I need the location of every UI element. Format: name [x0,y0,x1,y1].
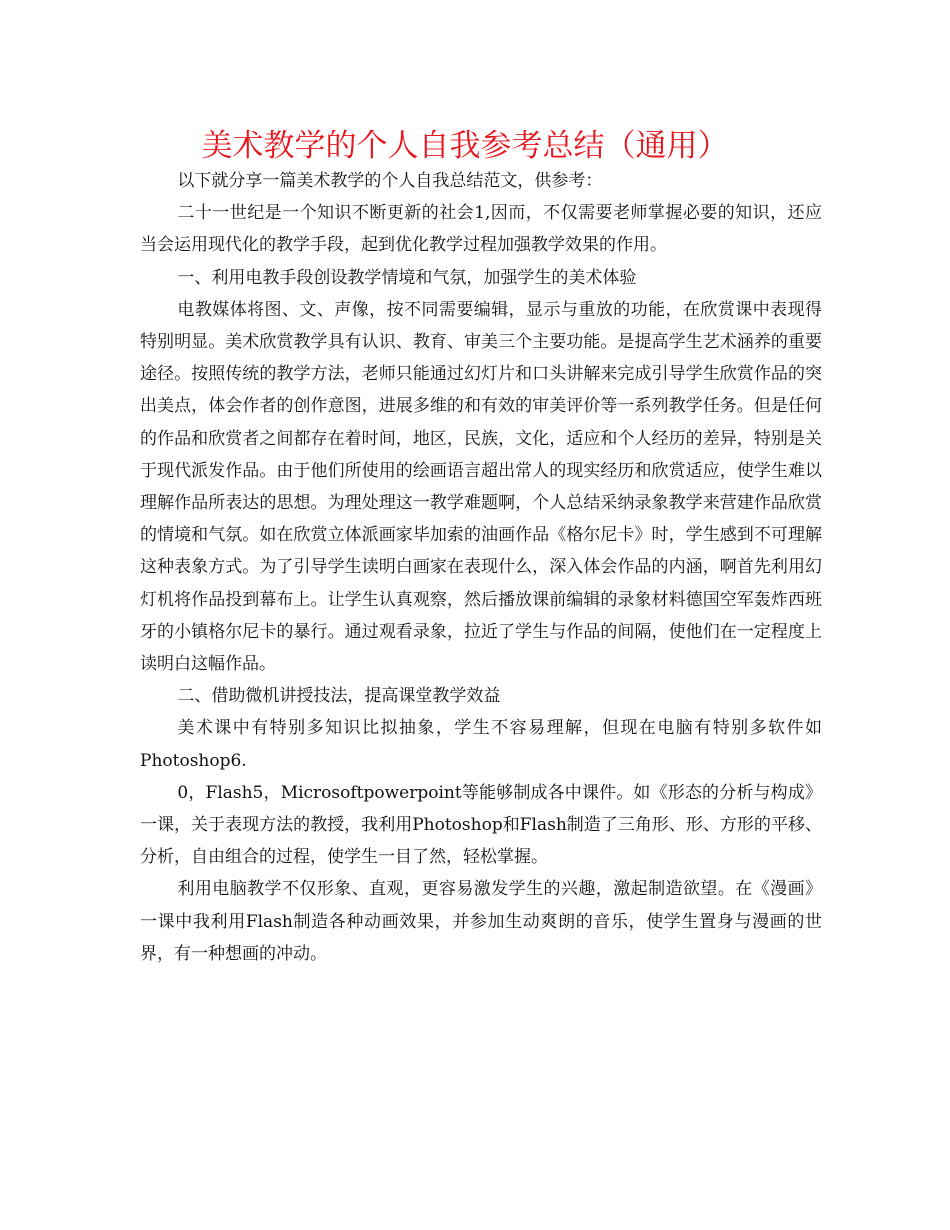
paragraph-intro: 以下就分享一篇美术教学的个人自我总结范文，供参考： [177,171,603,191]
document-title: 美术教学的个人自我参考总结（通用） [201,128,729,164]
section-heading: 二、借助微机讲授技法，提高课堂教学效益 [177,686,501,707]
paragraph: 利用电脑教学不仅形象、直观，更容易激发学生的兴趣，激起制造欲望。在《漫画》一课中我利用Flash制造各种动画效果，并参加生动爽朗的音乐，使学生置身与漫画的世界，有一种想画的冲动。 [140,879,822,964]
paragraph: 二十一世纪是一个知识不断更新的社会1,因而，不仅需要老师掌握必要的知识，还应当会运用现代化的教学手段，起到优化教学过程加强教学效果的作用。 [140,203,822,256]
paragraph: 电教媒体将图、文、声像，按不同需要编辑，显示与重放的功能，在欣赏课中表现得特别明显。美术欣赏教学具有认识、教育、审美三个主要功能。是提高学生艺术涵养的重要途径。按照传统的教学方法，老师只能通过幻灯片和口头讲解来完成引导学生欣赏作品的突出美点，体会作者的创作意图，进展多维的和有效的审美评价等一系列教学任务。但是任何的作品和欣赏者之间都存在着时间，地区，民族，文化，适应和个人经历的差异，特别是关于现代派发作品。由于他们所使用的绘画语言超出常人的现实经历和欣赏适应，使学生难以理解作品所表达的思想。为理处理这一教学难题啊，个人总结采纳录象教学来营建作品欣赏的情境和气氛。如在欣赏立体派画家毕加索的油画作品《格尔尼卡》时，学生感到不可理解这种表象方式。为了引导学生读明白画家在表现什么，深入体会作品的内涵，啊首先利用幻灯机将作品投到幕布上。让学生认真观察，然后播放课前编辑的录象材料德国空军轰炸西班牙的小镇格尔尼卡的暴行。通过观看录象，拉近了学生与作品的间隔，使他们在一定程度上读明白这幅作品。 [140,299,822,675]
paragraph: 0，Flash5，Microsoftpowerpoint等能够制成各中课件。如《形态的分析与构成》一课，关于表现方法的教授，我利用Photoshop和Flash制造了三角形、形、方形的平移、分析，自由组合的过程，使学生一目了然，轻松掌握。 [140,782,822,868]
paragraph: 美术课中有特别多知识比拟抽象，学生不容易理解，但现在电脑有特别多软件如Photoshop6. [140,718,822,771]
section-heading: 一、利用电教手段创设教学情境和气氛，加强学生的美术体验 [177,267,637,288]
document-body [140,165,822,970]
